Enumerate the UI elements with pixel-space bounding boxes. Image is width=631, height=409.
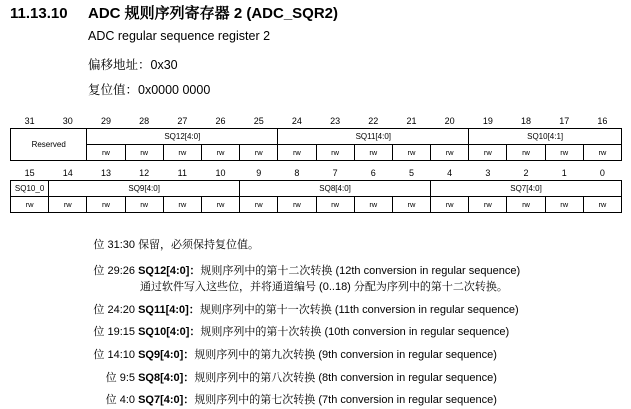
field-sq10-high: SQ10[4:1] (469, 129, 622, 145)
access-cell: rw (163, 145, 201, 161)
register-reset-value: 复位值：0x0000 0000 (88, 83, 211, 97)
bit-number: 4 (447, 167, 453, 178)
access-cell: rw (163, 197, 201, 213)
bit-description-24-20 (75, 301, 519, 317)
access-cell: rw (240, 197, 278, 213)
access-cell: rw (392, 197, 430, 213)
bit-number: 16 (597, 115, 608, 126)
register-map-lower (10, 165, 622, 213)
bit-position: 位 19:15 (93, 326, 135, 338)
bit-number: 24 (291, 115, 302, 126)
access-row (11, 197, 622, 213)
access-row (11, 145, 622, 161)
bit-position: 位 29:26 (93, 265, 135, 277)
access-cell: rw (240, 145, 278, 161)
access-cell: rw (431, 197, 469, 213)
field-row (11, 181, 622, 197)
field-sq9: SQ9[4:0] (49, 181, 240, 197)
bit-number: 29 (100, 115, 111, 126)
bit-number: 27 (177, 115, 188, 126)
access-cell: rw (507, 145, 545, 161)
access-cell: rw (87, 197, 125, 213)
bit-position: 位 14:10 (93, 349, 135, 361)
bit-position: 位 31:30 (93, 239, 135, 251)
bit-number: 14 (62, 167, 73, 178)
section-number: 11.13.10 (10, 5, 68, 22)
access-cell: rw (392, 145, 430, 161)
bit-position: 位 4:0 (105, 394, 135, 406)
bit-number: 3 (485, 167, 491, 178)
field-sq8: SQ8[4:0] (240, 181, 431, 197)
access-cell: rw (316, 145, 354, 161)
bit-field-name: SQ7[4:0]： (138, 394, 195, 406)
bit-description-14-10 (75, 346, 497, 362)
access-cell: rw (354, 197, 392, 213)
bit-number: 0 (599, 167, 605, 178)
access-cell: rw (354, 145, 392, 161)
bit-number: 5 (408, 167, 414, 178)
bit-text: 规则序列中的第十二次转换 (12th conversion in regular sequence) (200, 265, 521, 277)
bit-number: 7 (332, 167, 338, 178)
field-row (11, 129, 622, 145)
access-cell: rw (507, 197, 545, 213)
bit-number: 18 (521, 115, 532, 126)
access-cell: rw (278, 145, 316, 161)
access-cell: rw (469, 145, 507, 161)
access-cell: rw (125, 145, 163, 161)
access-cell: rw (469, 197, 507, 213)
bit-field-name: SQ11[4:0]： (138, 304, 200, 316)
access-cell: rw (545, 197, 583, 213)
bit-number: 19 (482, 115, 493, 126)
access-cell: rw (201, 145, 239, 161)
bit-number: 13 (100, 167, 111, 178)
bit-field-name: SQ8[4:0]： (138, 372, 195, 384)
bit-number: 6 (370, 167, 376, 178)
bit-number: 11 (177, 167, 188, 178)
bit-position: 位 24:20 (93, 304, 135, 316)
section-heading (10, 2, 338, 23)
bit-position: 位 9:5 (105, 372, 135, 384)
field-sq12: SQ12[4:0] (87, 129, 278, 145)
bit-number: 9 (256, 167, 262, 178)
bit-number: 1 (561, 167, 567, 178)
bit-number-row (11, 113, 622, 129)
field-reserved: Reserved (11, 129, 87, 161)
register-map-upper (10, 113, 622, 161)
bit-text: 规则序列中的第八次转换 (8th conversion in regular sequence) (194, 372, 497, 384)
bit-field-name: SQ9[4:0]： (138, 349, 195, 361)
access-cell: rw (87, 145, 125, 161)
bit-number: 21 (406, 115, 417, 126)
field-sq7: SQ7[4:0] (431, 181, 622, 197)
access-cell: rw (49, 197, 87, 213)
access-cell: rw (11, 197, 49, 213)
bit-description-19-15 (75, 323, 509, 339)
bit-number: 20 (444, 115, 455, 126)
access-cell: rw (201, 197, 239, 213)
bit-text: 规则序列中的第七次转换 (7th conversion in regular sequence) (194, 394, 497, 406)
bit-text: 规则序列中的第十一次转换 (11th conversion in regular sequence) (199, 304, 519, 316)
bit-field-name: SQ10[4:0]： (138, 326, 201, 338)
bit-description-4-0 (75, 391, 497, 407)
bit-field-name: SQ12[4:0]： (138, 265, 201, 277)
bit-number: 12 (139, 167, 150, 178)
bit-number: 10 (215, 167, 226, 178)
register-subtitle: ADC regular sequence register 2 (88, 29, 271, 43)
bit-number: 8 (294, 167, 300, 178)
bit-description-29-26 (75, 262, 520, 278)
access-cell: rw (278, 197, 316, 213)
bit-text: 规则序列中的第九次转换 (9th conversion in regular sequence) (194, 349, 497, 361)
bit-number: 25 (253, 115, 264, 126)
bit-extra-text: 通过软件写入这些位，并将通道编号 (0..18) 分配为序列中的第十二次转换。 (140, 281, 508, 293)
access-cell: rw (583, 145, 621, 161)
bit-number: 30 (62, 115, 73, 126)
bit-number: 31 (24, 115, 35, 126)
bit-text: 规则序列中的第十次转换 (10th conversion in regular sequence) (200, 326, 510, 338)
field-sq11: SQ11[4:0] (278, 129, 469, 145)
access-cell: rw (125, 197, 163, 213)
bit-number: 17 (559, 115, 570, 126)
field-sq10-low: SQ10_0 (11, 181, 49, 197)
access-cell: rw (316, 197, 354, 213)
register-offset: 偏移地址：0x30 (88, 58, 178, 72)
section-title: ADC 规则序列寄存器 2 (ADC_SQR2) (88, 5, 339, 22)
bit-number: 28 (139, 115, 150, 126)
bit-number: 2 (523, 167, 529, 178)
bit-number: 23 (330, 115, 341, 126)
bit-number: 22 (368, 115, 379, 126)
bit-text: 保留，必须保持复位值。 (138, 239, 260, 251)
access-cell: rw (431, 145, 469, 161)
bit-number-row (11, 165, 622, 181)
bit-number: 15 (24, 167, 35, 178)
bit-description-31-30 (75, 236, 259, 252)
bit-number: 26 (215, 115, 226, 126)
bit-description-9-5 (75, 369, 497, 385)
access-cell: rw (583, 197, 621, 213)
access-cell: rw (545, 145, 583, 161)
